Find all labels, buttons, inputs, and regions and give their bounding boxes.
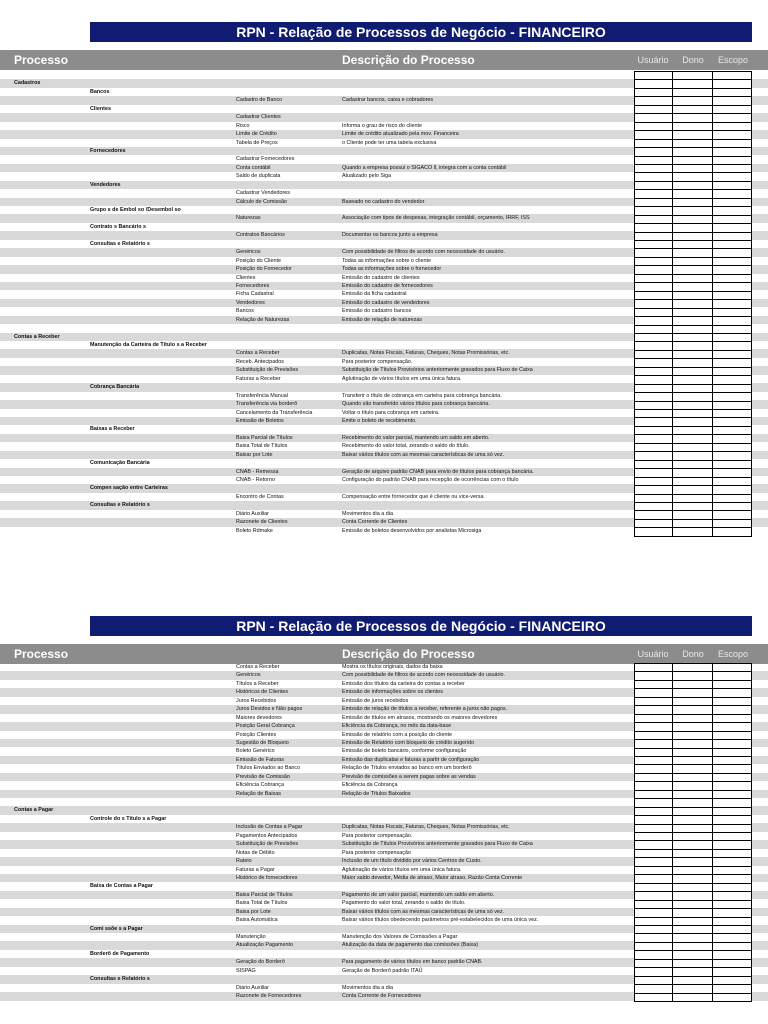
process-description: Com possibilidade de filtros de acordo com necessidade do usuário. xyxy=(342,672,506,679)
process-group: Cadastros xyxy=(14,80,41,87)
process-name: Eficiência Cobrança xyxy=(236,782,284,789)
process-name: Históricos de Clientes xyxy=(236,689,289,696)
process-description: Voltar o título para cobrança em carteira. xyxy=(342,409,440,416)
process-name: Genéricos xyxy=(236,249,261,256)
process-description: Pagamento de um valor parcial, mantendo um saldo em aberto. xyxy=(342,891,495,898)
process-description: Duplicatas, Notas Fiscais, Faturas, Cheques, Notas Promissórias, etc. xyxy=(342,350,510,357)
process-description: Conta Corrente de Fornecedores xyxy=(342,993,422,1000)
process-name: Baixar por Lote xyxy=(236,451,273,458)
process-name: Substituição de Previsões xyxy=(236,367,299,374)
process-description: Emissão de títulos em atrasos, mostrando os maiores devedores xyxy=(342,714,498,721)
process-description: Todas as informações sobre o fornecedor xyxy=(342,266,442,273)
process-group: Contas a Receber xyxy=(14,333,60,340)
process-description: Emissão de Relatório com bloqueio de crédito sugerido xyxy=(342,739,475,746)
process-description: o Cliente pode ter uma tabela exclusiva xyxy=(342,139,437,146)
process-name: SISPAG xyxy=(236,967,256,974)
process-name: Faturas a Receber xyxy=(236,375,281,382)
process-name: Contas a Receber xyxy=(236,350,280,357)
process-name: Faturas a Pagar xyxy=(236,866,275,873)
process-description: Inclusão de um título dividido por vários Centros de Custo. xyxy=(342,858,482,865)
header-escopo: Escopo xyxy=(717,55,749,65)
process-description: Documentar os bancos junto a empresa xyxy=(342,232,438,239)
process-description: Emissão de relatório com a posição do cliente xyxy=(342,731,452,738)
process-name: Juros Recebidos xyxy=(236,697,277,704)
process-description: Movimentos dia a dia xyxy=(342,510,393,517)
process-group: Borderô de Pagamento xyxy=(90,950,150,957)
process-description: Baseado no cadastro do vendedor xyxy=(342,198,425,205)
process-description: Manutenção dos Valores de Comissões a Pagar xyxy=(342,934,458,940)
process-name: Posição do Fornecedor xyxy=(236,266,292,273)
process-description: Emissão de relação de naturezas xyxy=(342,316,423,323)
process-name: Receb. Antecipados xyxy=(236,358,284,365)
process-name: Baixa por Lote xyxy=(236,908,271,915)
process-name: Pagamentos Antecipados xyxy=(236,832,298,839)
process-name: Relação de Naturezas xyxy=(236,316,290,323)
process-description: Atulização da data de pagamento das comissões (Baixa) xyxy=(342,942,479,949)
process-description: Baixar vários títulos com as mesmas características de uma só vez. xyxy=(342,451,505,458)
process-name: Rateio xyxy=(236,858,252,865)
header-descricao: Descrição do Processo xyxy=(342,53,475,67)
process-description: Substituição de Títulos Provisórios anteriormente gravados para Fluxo de Caixa xyxy=(342,367,533,374)
process-description: Atualizado pelo Siga xyxy=(342,173,392,180)
process-group: Baixa de Contas a Pagar xyxy=(90,883,153,890)
process-group: Consultas e Relatório s xyxy=(90,240,150,247)
process-description: Quando a empresa possui o SIGACO ll, integra com a conta contábil xyxy=(342,164,507,171)
process-name: Razonete de Clientes xyxy=(236,519,288,526)
process-description: Conta Corrente de Clientes xyxy=(342,519,408,526)
process-group: Bancos xyxy=(90,88,110,95)
process-description: Emissão de informações sobre os clientes xyxy=(342,689,443,696)
process-name: Posição do Cliente xyxy=(236,257,281,264)
process-name: Contratos Bancários xyxy=(236,232,285,239)
process-name: Bancos xyxy=(236,308,254,315)
process-description: Cadastrar bancos, caixa e cobradores xyxy=(342,97,434,104)
process-name: Baixa Parcial de Títulos xyxy=(236,891,293,898)
process-description: Emissão dos títulos da carteira do contas a receber xyxy=(342,680,465,687)
process-name: Cadastrar Vendedores xyxy=(236,190,290,197)
process-description: Para posterior compensação xyxy=(342,849,411,856)
process-group: Baixas a Receber xyxy=(90,426,135,433)
process-name: Previsão de Comissão xyxy=(236,773,290,780)
process-name: Atualização Pagamento xyxy=(236,942,293,949)
process-name: Sugestão de Bloqueio xyxy=(236,739,289,746)
process-name: Limite de Crédito xyxy=(236,131,277,138)
process-description: Duplicatas, Notas Fiscais, Faturas, Cheques, Notas Promissórias, etc. xyxy=(342,824,510,831)
process-name: Genéricos xyxy=(236,672,261,679)
process-name: Baixa Parcial de Títulos xyxy=(236,434,293,441)
process-description: Aglutinação de vários títulos em uma única fatura. xyxy=(342,866,462,873)
header-processo: Processo xyxy=(14,53,69,67)
process-group: Contrato s Bancário s xyxy=(90,223,147,230)
process-description: Associação com tipos de despesas, integração contábil, orçamento, IRRF, ISS xyxy=(342,215,530,222)
process-group: Vendedores xyxy=(90,181,121,188)
process-description: Todas as informações sobre o cliente xyxy=(342,257,431,264)
header-processo: Processo xyxy=(14,647,69,661)
process-name: Clientes xyxy=(236,274,256,281)
process-name: Boleto Genérico xyxy=(236,748,275,755)
process-description: Emite o boleto de recebimento. xyxy=(342,417,417,424)
process-name: CNAB - Remessa xyxy=(236,468,279,475)
process-name: Conta contábil xyxy=(236,164,271,171)
header-usuario: Usuário xyxy=(637,55,669,65)
process-name: Boleto Rdmake xyxy=(236,527,273,534)
process-name: Fornecedores xyxy=(236,282,270,289)
process-description: Emissão do cadastro bancos xyxy=(342,308,412,315)
process-name: Maiores devedores xyxy=(236,714,282,721)
table-header-2 xyxy=(0,644,768,664)
process-name: Saldo de duplicata xyxy=(236,173,281,180)
process-name: Cancelamento da Transferência xyxy=(236,409,313,416)
process-name: Juros Devidos e Não pagos xyxy=(236,706,303,713)
checkbox-grid[interactable] xyxy=(634,663,752,1001)
process-description: Com possibilidade de filtros de acordo com necessidade do usuário. xyxy=(342,249,506,256)
process-name: Histórico de fornecedores xyxy=(236,874,298,881)
process-name: Contas a Receber xyxy=(236,664,280,670)
process-description: Emissão do cadastro de clientes xyxy=(342,274,420,281)
process-group: Comi ssõe s a Pagar xyxy=(90,925,143,932)
process-name: Cadastro de Banco xyxy=(236,97,283,104)
process-name: Substituição de Previsões xyxy=(236,841,299,848)
header-escopo: Escopo xyxy=(717,649,749,659)
process-name: Transferência Manual xyxy=(236,392,288,399)
process-name: Cadastrar Fornecedores xyxy=(236,156,295,163)
process-description: Emissão do cadastro de fornecedores xyxy=(342,282,433,289)
process-name: Títulos a Receber xyxy=(236,680,279,687)
process-description: Baixar vários títulos com as mesmas características de uma só vez. xyxy=(342,908,505,915)
process-description: Emissão do cadastro de vendedores xyxy=(342,299,430,306)
process-name: Diário Auxiliar xyxy=(236,984,269,991)
process-name: Geração do Borderô xyxy=(236,959,285,966)
process-name: Baixa Total de Títulos xyxy=(236,443,288,450)
process-name: Ficha Cadastral xyxy=(236,291,274,298)
process-description: Recebimento do valor parcial, mantendo um saldo em aberto. xyxy=(342,434,490,441)
process-name: Relação de Baixas xyxy=(236,790,281,797)
process-description: Transferir o título de cobrança em carteira para cobrança bancária. xyxy=(342,392,502,399)
process-description: Emissão das duplicatas e faturas a partir de configuração xyxy=(342,756,480,763)
process-name: CNAB - Retorno xyxy=(236,477,275,483)
process-name: Baixa Automática xyxy=(236,917,278,924)
process-description: Quando são transferido vários títulos para cobrança bancária. xyxy=(342,401,490,408)
process-description: Previsão de comissões a serem pagas sobre as vendas xyxy=(342,773,476,780)
process-name: Baixa Total de Títulos xyxy=(236,900,288,907)
process-description: Emissão de boleto bancário, conforme configuração xyxy=(342,748,467,755)
process-group: Cobrança Bancária xyxy=(90,384,140,391)
process-name: Encontro de Contas xyxy=(236,493,284,500)
process-name: Emissão de Boletos xyxy=(236,417,284,424)
process-group: Compen sação entre Carteiras xyxy=(90,485,168,492)
process-description: Para posterior compensação. xyxy=(342,832,413,839)
process-description: Informa o grau de risco do cliente xyxy=(342,122,423,129)
process-name: Cálculo de Comissão xyxy=(236,198,287,205)
process-description: Emissão de relação de títulos a receber, referente a juros não pagos. xyxy=(342,706,508,713)
header-dono: Dono xyxy=(682,649,704,659)
process-name: Notas de Débito xyxy=(236,849,275,856)
process-name: Naturezas xyxy=(236,215,261,222)
process-name: Vendedores xyxy=(236,299,265,306)
process-group: Comunicação Bancária xyxy=(90,460,150,467)
process-group: Clientes xyxy=(90,105,111,112)
header-dono: Dono xyxy=(682,55,704,65)
process-description: Baixar vários títulos obedecendo parâmetros pré-estabelecidos de uma única vez. xyxy=(342,917,539,924)
table-header xyxy=(0,50,768,70)
process-description: Limite de crédito atualizado pela mov. Financeira xyxy=(342,131,459,138)
process-name: Tabela de Preços xyxy=(236,139,278,146)
process-description: Relação de Títulos Baixados xyxy=(342,790,411,797)
process-group: Manutenção da Carteira de Título s a Receber xyxy=(90,342,207,348)
process-description: Aglutinação de vários títulos em uma única fatura. xyxy=(342,375,462,382)
process-description: Recebimento do valor total, zerando o saldo do título. xyxy=(342,443,470,450)
process-table xyxy=(0,71,768,535)
checkbox-grid[interactable] xyxy=(634,71,752,536)
process-group: Consultas e Relatório s xyxy=(90,502,150,509)
process-description: Geração de arquivo padrão CNAB para envio de títulos para cobrança bancária. xyxy=(342,468,534,475)
process-description: Eficiência da Cobrança xyxy=(342,782,398,789)
process-name: Manutenção xyxy=(236,934,266,940)
process-group: Controle do s Título s a Pagar xyxy=(90,815,167,822)
process-description: Mostra os títulos originais, dados da baixa xyxy=(342,664,443,670)
process-description: Substituição de Títulos Provisórios anteriormente gravados para Fluxo de Caixa xyxy=(342,841,533,848)
process-name: Emissão de Faturas xyxy=(236,756,284,763)
process-description: Emissão de juros recebidos xyxy=(342,697,409,704)
process-name: Diário Auxiliar xyxy=(236,510,269,517)
process-name: Posição Geral Cobrança xyxy=(236,723,295,730)
process-description: Configuração do padrão CNAB para recepção de ocorrências com o título xyxy=(342,477,519,483)
process-description: Para pagamento de vários títulos em banco padrão CNAB. xyxy=(342,959,483,966)
process-name: Títulos Enviados ao Banco xyxy=(236,765,301,772)
header-usuario: Usuário xyxy=(637,649,669,659)
process-description: Relação de Títulos enviados ao banco em um borderô xyxy=(342,765,472,772)
process-group: Fornecedores xyxy=(90,147,126,154)
process-group: Grupo s de Embol so /Desembol so xyxy=(90,207,181,213)
process-description: Pagamento do valor total, zerando o saldo do título. xyxy=(342,900,466,907)
process-name: Transferência via borderô xyxy=(236,401,298,408)
page-title-2: RPN - Relação de Processos de Negócio - FINANCEIRO xyxy=(90,616,752,636)
process-name: Cadastrar Clientes xyxy=(236,114,281,121)
process-table-2 xyxy=(0,663,768,1001)
page-title: RPN - Relação de Processos de Negócio - FINANCEIRO xyxy=(90,22,752,42)
process-name: Posição Clientes xyxy=(236,731,277,738)
process-name: Risco xyxy=(236,122,250,129)
process-name: Inclusão de Contas a Pagar xyxy=(236,824,303,831)
process-description: Emissão da ficha cadastral xyxy=(342,291,407,298)
header-descricao: Descrição do Processo xyxy=(342,647,475,661)
process-description: Eficiência da Cobrança, no mês da data-base xyxy=(342,723,452,730)
process-description: Compensação entre fornecedor que é cliente ou vice-versa. xyxy=(342,493,485,500)
process-description: Geração de Borderô padrão ITAÚ xyxy=(342,967,423,974)
process-group: Consultas e Relatório s xyxy=(90,976,150,983)
process-description: Para posterior compensação. xyxy=(342,358,413,365)
process-name: Razonete de Fornecedores xyxy=(236,993,302,1000)
process-group: Contas a Pagar xyxy=(14,807,54,814)
process-description: Maior saldo devedor, Média de atraso, Maior atraso, Razão Conta Corrente xyxy=(342,874,523,881)
process-description: Movimentos dia a dia xyxy=(342,984,393,991)
process-description: Emissão de boletos desenvolvidos por analistas Microsiga xyxy=(342,527,482,534)
